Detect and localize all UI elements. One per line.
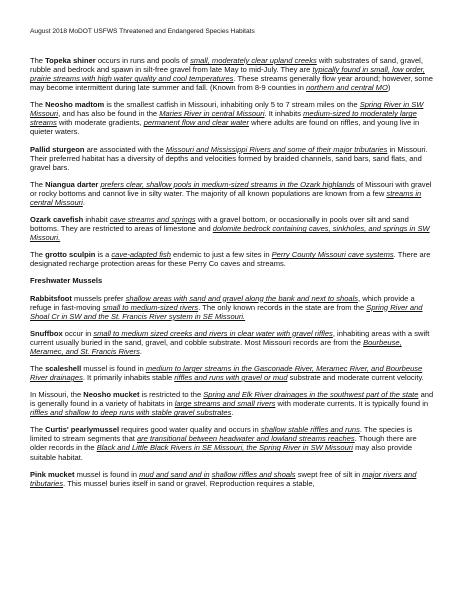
species-name: Niangua darter bbox=[45, 179, 99, 189]
body-text: is a bbox=[95, 250, 112, 260]
habitat-phrase: cave streams and springs bbox=[109, 215, 196, 225]
habitat-phrase: northern and central MO bbox=[306, 83, 388, 93]
body-text: is the smallest catfish in Missouri, inhabiting only 5 to 7 stream miles on the bbox=[104, 100, 360, 110]
habitat-phrase: Spring River in SW Missouri bbox=[30, 100, 424, 119]
body-text: , which provide a refuge in fast-moving bbox=[30, 293, 415, 312]
habitat-phrase: riffles and runs with gravel or mud bbox=[174, 373, 288, 383]
habitat-phrase: are transitional between headwater and lowland streams reaches bbox=[136, 434, 355, 444]
paragraph bbox=[30, 145, 434, 172]
body-text: . The only known records in the state are from the bbox=[198, 302, 367, 312]
paragraph bbox=[30, 390, 434, 417]
mussel-section bbox=[30, 294, 434, 488]
habitat-phrase: medium-sized to moderately large streams bbox=[30, 109, 417, 128]
habitat-phrase: Maries River in central Missouri bbox=[159, 109, 265, 119]
body-text: occur in bbox=[62, 328, 94, 338]
habitat-phrase: riffles and shallow to deep runs with stable gravel substrates bbox=[30, 408, 232, 418]
body-text: with a gravel bottom, or occasionally in pools over silt and sand bottoms. They are restricted to areas of limestone and bbox=[30, 215, 409, 234]
habitat-phrase: small to medium sized creeks and rivers in clear water with gravel riffles bbox=[93, 328, 333, 338]
habitat-phrase: large streams and small rivers bbox=[174, 399, 276, 409]
body-text: . The species is limited to stream segments that bbox=[30, 425, 413, 444]
paragraph bbox=[30, 180, 434, 207]
body-text: with moderate gradients, bbox=[56, 118, 144, 128]
body-text: The bbox=[30, 56, 46, 65]
body-text: . This mussel buries itself in sand or gravel. Reproduction requires a stable, bbox=[63, 478, 315, 488]
body-text: , and has also be found in the bbox=[58, 109, 160, 119]
body-text: The bbox=[30, 100, 46, 110]
body-text: with substrates of sand, gravel, rubble and bedrock and spawn in silt-free gravel from late May to mid-July. They are bbox=[30, 56, 423, 75]
page-header: August 2018 MoDOT USFWS Threatened and Endangered Species Habitats bbox=[30, 28, 255, 35]
habitat-phrase: prefers clear, shallow pools in medium-sized streams in the Ozark highlands bbox=[100, 179, 355, 189]
fish-section bbox=[30, 56, 434, 268]
section-heading-mussels: Freshwater Mussels bbox=[30, 276, 103, 286]
body-text: . It inhabits bbox=[264, 109, 304, 119]
habitat-phrase: dolomite bedrock containing caves, sinkholes, and springs in SW Missouri. bbox=[30, 224, 430, 243]
body-text: mussel is found in bbox=[81, 363, 146, 373]
body-text: . Though there are older records in the bbox=[30, 434, 417, 453]
habitat-phrase: cave-adapted fish bbox=[111, 250, 171, 260]
body-text: The bbox=[30, 250, 46, 260]
body-text: In Missouri, the bbox=[30, 390, 84, 400]
body-text: inhabit bbox=[83, 215, 110, 225]
paragraph bbox=[30, 364, 434, 382]
body-text: . There are designated recharge protection areas for these Perry Co caves and streams. bbox=[30, 250, 431, 269]
body-text: and is generally found in a variety of habitats in bbox=[30, 390, 434, 409]
habitat-phrase: medium to larger streams in the Gasconade River, Meramec River, and Bourbeuse River drainages bbox=[30, 363, 423, 383]
habitat-phrase: Perry County Missouri cave systems bbox=[271, 250, 394, 260]
paragraph bbox=[30, 470, 434, 488]
habitat-phrase: Missouri and Mississippi Rivers and some of their major tributaries bbox=[165, 144, 388, 154]
body-text: , inhabiting areas with a swift current usually buried in the sand, gravel, and cobble substrate. Most Missouri records are from the bbox=[30, 328, 430, 347]
habitat-phrase: small to medium-sized rivers bbox=[102, 302, 199, 312]
body-text: mussel is found in bbox=[74, 469, 140, 479]
body-text: with moderate currents. It is typically found in bbox=[275, 399, 429, 409]
body-text: may also provide suitable habitat. bbox=[30, 443, 413, 462]
species-name: Snuffbox bbox=[30, 328, 63, 338]
paragraph bbox=[30, 294, 434, 321]
paragraph bbox=[30, 56, 434, 92]
body-text: where adults are found on riffles, and young live in quieter waters. bbox=[30, 118, 420, 137]
species-name: Topeka shiner bbox=[45, 56, 96, 65]
habitat-phrase: major rivers and tributaries bbox=[30, 469, 417, 488]
species-name: scaleshell bbox=[45, 363, 82, 373]
body-text: . bbox=[139, 346, 142, 356]
habitat-phrase: streams in central Missouri bbox=[30, 188, 422, 207]
body-text: occurs in runs and pools of bbox=[95, 56, 191, 65]
habitat-phrase: mud and sand and in bbox=[139, 469, 210, 479]
species-name: Pink mucket bbox=[30, 469, 75, 479]
body-text: of Missouri with gravel or rocky bottoms and cannot live in silty water. The majority of all known populations are known from a few bbox=[30, 179, 432, 198]
habitat-phrase: shallow areas with sand and gravel along the bank and next to shoals bbox=[125, 293, 359, 303]
body-text: The bbox=[30, 179, 46, 189]
habitat-phrase: small, moderately clear upland creeks bbox=[190, 56, 317, 65]
habitat-phrase: permanent flow and clear water bbox=[143, 118, 249, 128]
body-text: is restricted to the bbox=[139, 390, 204, 400]
body-text: swept free of silt in bbox=[295, 469, 363, 479]
body-text: mussels prefer bbox=[71, 293, 126, 303]
species-name: grotto sculpin bbox=[45, 250, 96, 260]
body-text: endemic to just a few sites in bbox=[170, 250, 272, 260]
body-text: requires good water quality and occurs in bbox=[119, 425, 261, 435]
body-text: . It primarily inhabits stable bbox=[82, 373, 175, 383]
body-text: The bbox=[30, 363, 46, 373]
paragraph bbox=[30, 100, 434, 136]
paragraph bbox=[30, 329, 434, 356]
body-text: in Missouri. Their preferred habitat has a diversity of depths and velocities formed by braided channels, sand bars, sand flats, and gravel bars. bbox=[30, 144, 428, 172]
body-text: . bbox=[231, 408, 234, 418]
body-text: The bbox=[30, 425, 46, 435]
paragraph bbox=[30, 250, 434, 268]
habitat-phrase: Black and Little Black Rivers in SE Missouri, the Spring River in SW Missouri bbox=[96, 443, 353, 453]
species-name: Curtis' pearlymussel bbox=[45, 425, 120, 435]
habitat-phrase: Spring and Elk River drainages in the southwest part of the state bbox=[203, 390, 419, 400]
habitat-phrase: Bourbeuse, Meramec, and St. Francis Rivers bbox=[30, 337, 402, 356]
paragraph bbox=[30, 215, 434, 242]
body-text: ) bbox=[387, 83, 391, 93]
body-text: substrate and moderate current velocity. bbox=[287, 373, 424, 383]
species-name: Pallid sturgeon bbox=[30, 144, 85, 154]
body-text: . These streams generally flow year around; however, some may become intermittent during late summer and fall. (Known from 8-9 counties in bbox=[30, 74, 433, 93]
species-name: Ozark cavefish bbox=[30, 215, 84, 225]
species-name: Rabbitsfoot bbox=[30, 293, 72, 303]
species-name: Neosho mucket bbox=[83, 390, 140, 400]
paragraph bbox=[30, 425, 434, 461]
habitat-phrase: shallow riffles and shoals bbox=[211, 469, 296, 479]
body-text: . bbox=[82, 197, 85, 207]
document-body bbox=[30, 56, 434, 496]
body-text: are associated with the bbox=[84, 144, 166, 154]
habitat-phrase: shallow stable riffles and runs bbox=[260, 425, 360, 435]
species-name: Neosho madtom bbox=[45, 100, 105, 110]
habitat-phrase: typically found in small, low order, prairie streams with high water quality and cool temperatures bbox=[30, 65, 425, 84]
habitat-phrase: Spring River and Shoal Cr in SW and the St. Francis River system in SE Missouri. bbox=[30, 302, 423, 321]
